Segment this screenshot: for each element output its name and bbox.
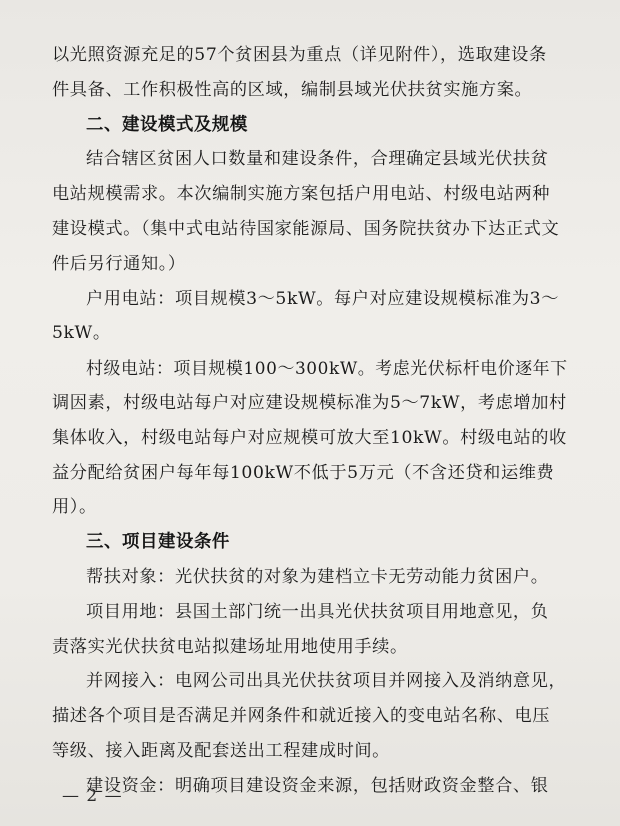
text-line: 用）。: [52, 497, 97, 518]
text-line: 建设资金：明确项目建设资金来源，包括财政资金整合、银: [86, 775, 549, 796]
section-heading-project-conditions: 三、项目建设条件: [86, 532, 230, 553]
text-line: 5kW。: [52, 323, 111, 344]
text-line: 等级、接入距离及配套送出工程建成时间。: [52, 740, 390, 761]
text-line: 责落实光伏扶贫电站拟建场址用地使用手续。: [52, 636, 408, 657]
text-line: 项目用地：县国土部门统一出具光伏扶贫项目用地意见，负: [86, 601, 549, 622]
document-body: [52, 38, 574, 804]
text-line: 并网接入：电网公司出具光伏扶贫项目并网接入及消纳意见，: [86, 671, 567, 692]
text-line: 件具备、工作积极性高的区域，编制县域光伏扶贫实施方案。: [52, 79, 533, 100]
text-line: 帮扶对象：光伏扶贫的对象为建档立卡无劳动能力贫困户。: [86, 566, 549, 587]
text-line: 件后另行通知。）: [52, 253, 186, 274]
text-line: 结合辖区贫困人口数量和建设条件，合理确定县域光伏扶贫: [86, 149, 549, 170]
text-line: 村级电站：项目规模100～300kW。考虑光伏标杆电价逐年下: [86, 358, 568, 379]
text-line: 益分配给贫困户每年每100kW不低于5万元（不含还贷和运维费: [52, 462, 555, 483]
text-line: 以光照资源充足的57个贫困县为重点（详见附件），选取建设条: [52, 45, 547, 65]
text-line: 集体收入，村级电站每户对应规模可放大至10kW。村级电站的收: [52, 427, 567, 448]
text-line: 户用电站：项目规模3～5kW。每户对应建设规模标准为3～: [86, 288, 560, 309]
text-line: 建设模式。（集中式电站待国家能源局、国务院扶贫办下达正式文: [52, 218, 560, 239]
text-line: 调因素，村级电站每户对应建设规模标准为5～7kW，考虑增加村: [52, 392, 567, 413]
text-line: 电站规模需求。本次编制实施方案包括户用电站、村级电站两种: [52, 184, 551, 205]
page-number: — 2 —: [62, 786, 123, 806]
text-line: 描述各个项目是否满足并网条件和就近接入的变电站名称、电压: [52, 706, 551, 727]
section-heading-construction-mode: 二、建设模式及规模: [86, 114, 248, 135]
